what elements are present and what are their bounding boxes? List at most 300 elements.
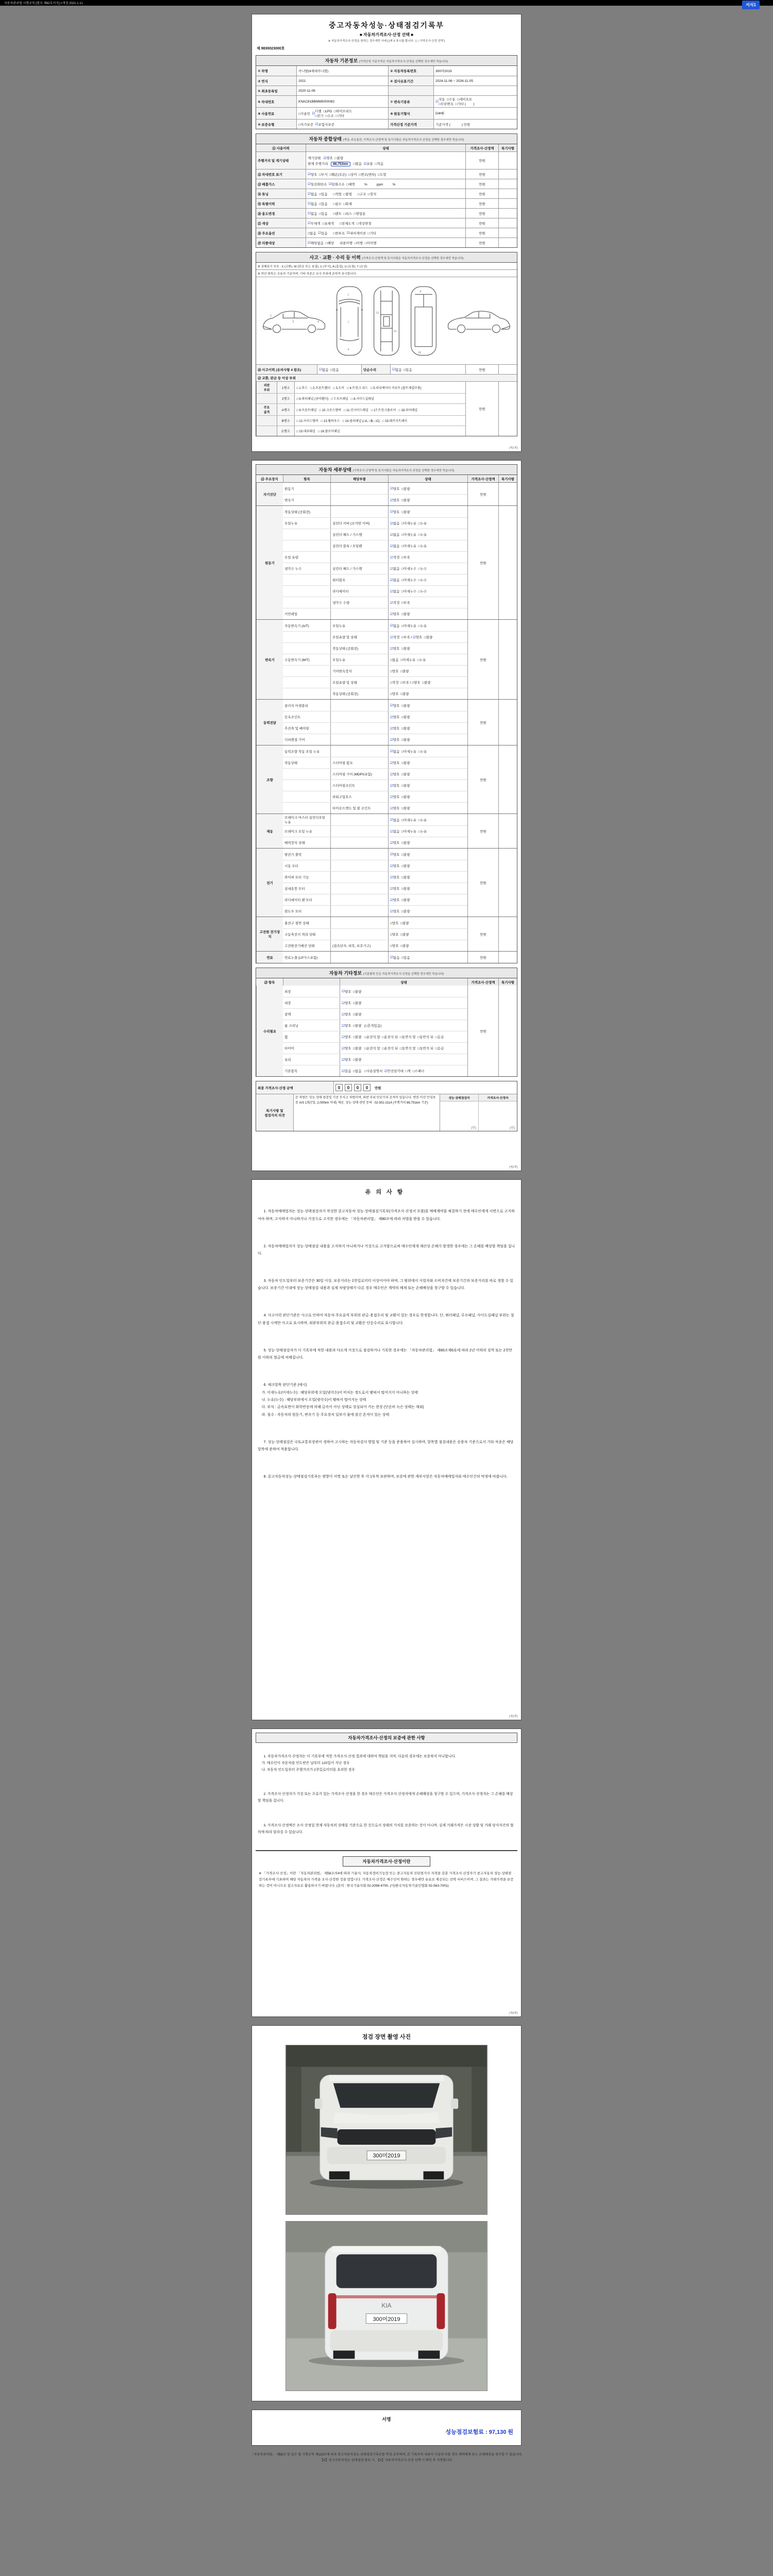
page-marker-3: (제3쪽) xyxy=(509,1715,518,1718)
detail-column-header xyxy=(256,475,517,482)
etc-item-label: 룸 크리닝 xyxy=(284,1024,298,1028)
notice-item-text: 2. 자동차매매업자가 성능·상태점검 내용을 고지하지 아니하거나 거짓으로 고지함으로써 매수인에게 재산상 손해가 발생한 경우에는 그 손해를 배상할 책임을 집니다. xyxy=(258,1244,515,1256)
device-item-state: ☑ 양호 □불량 xyxy=(388,734,467,745)
car-frame-view-diagram xyxy=(408,282,439,360)
device-group-items xyxy=(283,700,467,745)
opinion-label: 특기사항 및 점검자의 의견 xyxy=(256,1094,293,1131)
device-group-note xyxy=(498,506,517,619)
final-price-row xyxy=(256,1081,517,1094)
device-item-state: □없음 □미세누유 □누유 xyxy=(388,654,467,665)
current-mileage-value: 86,751km xyxy=(331,162,350,166)
device-item-label: 등속조인트 xyxy=(284,716,301,719)
form-badge[interactable]: 서식1 xyxy=(742,1,760,9)
device-item-state: ☑ 양호 □불량 xyxy=(388,906,467,917)
device-item-state: ☑ 양호 □불량 xyxy=(388,872,467,883)
device-item-part: 오일유량 및 상태 xyxy=(330,677,388,688)
detail-col-part: 해당부품 xyxy=(330,475,388,482)
device-item-state: □양호 □불량 xyxy=(388,688,467,699)
svg-text:18: 18 xyxy=(417,351,421,354)
sheet-basic xyxy=(251,14,522,452)
brand-logo-text: KIA xyxy=(381,2301,392,2309)
etc-col-state: 상태 xyxy=(340,978,467,986)
overall-row-price: 만원 xyxy=(465,218,498,228)
document-number: 제 9830023000호 xyxy=(257,47,285,50)
device-item-state: ☑ 없음 □미세누유 □누유 xyxy=(388,745,467,757)
mileage-row xyxy=(256,151,517,169)
license-plate-text-front: 300머2019 xyxy=(373,2153,400,2159)
rank-table xyxy=(256,381,517,436)
section-head-overall xyxy=(256,133,517,144)
etc-item-state: ☑ 양호 □불량 xyxy=(340,997,467,1008)
device-item-label: 발전기 출력 xyxy=(284,853,302,857)
page-marker-1: (제1쪽) xyxy=(509,447,518,450)
device-item-part: 실린더 헤드 / 가스켓 xyxy=(330,563,388,574)
device-group-price: 만원 xyxy=(467,952,498,963)
device-item-part: 스티어링 기어 (MDPS포함) xyxy=(330,769,388,779)
rank-row-items: □ 6.쿼터패널 (리어휀더) □ 7.루프패널 □ 8.사이드실패널 xyxy=(294,394,465,403)
etc-item-state: ☑ 양호 □불량 (□흔적있음) xyxy=(340,1020,467,1031)
rank-row-items: □ 9.프론트패널 □ 10.크로스멤버 □ 11.인사이드패널 □ 17.트렁크플로어 □ 18.리어패널 xyxy=(294,404,465,415)
mileage-range-state: □많음 ☑보통 □적음 xyxy=(353,162,383,166)
device-group-note xyxy=(498,620,517,699)
device-item-part xyxy=(330,483,388,494)
overall-row-state: ☑ 없음 □있음 □적법 □불법 □구조 □장치 xyxy=(306,189,465,198)
final-price-digit: 0 xyxy=(338,1085,341,1090)
basic-value-1: □가솔린 ☑ 디젤 □LPG □하이브리드 □전기 □수소 □기타 xyxy=(296,108,388,119)
rank-row-items: □ 15.대쉬패널 □ 16.플로어패널 xyxy=(294,426,465,436)
device-item-label: 배력장치 상태 xyxy=(284,841,305,845)
etc-col-item xyxy=(283,978,340,986)
basic-label-1: ⑧ 사용연료 xyxy=(256,108,296,119)
device-item-part xyxy=(330,700,388,711)
inspector-opinion-row xyxy=(256,1094,517,1131)
device-item-part: 작동상태 (공회전) xyxy=(330,688,388,699)
current-mileage-line xyxy=(308,161,383,166)
etc-item-state: ☑ 양호 □불량 xyxy=(340,1009,467,1020)
etc-item-state: ☑ 있음 □없음 □사용설명서 ☑ 안전삼각대 □잭 □스패너 xyxy=(340,1065,467,1076)
overall-row-note xyxy=(498,179,517,189)
accident-note xyxy=(498,365,517,374)
device-group-price: 만원 xyxy=(467,700,498,745)
final-price-digit: 0 xyxy=(365,1085,368,1090)
basic-label-1: ⑤ 최초등록일 xyxy=(256,86,296,95)
car-top-view-diagram xyxy=(334,282,365,360)
device-item-part: 실린더 블록 / 오일팬 xyxy=(330,540,388,551)
etc-info-table xyxy=(256,978,517,1077)
overall-row-state: ☑ 일산화탄소 ☑ 탄화수소 □매연 % ppm % xyxy=(306,179,465,189)
overall-row-state: □없음 ☑ 있음 □썬루프 ☑ 네비게이션 □기타 xyxy=(306,228,465,238)
svg-text:16: 16 xyxy=(393,330,397,333)
price-select-title: ■ 자동차가격조사·산정 선택 ■ xyxy=(359,32,413,37)
overall-row-label: ⑱ 주요옵션 xyxy=(256,228,306,238)
svg-text:4: 4 xyxy=(347,348,349,351)
device-item-state: ☑ 양호 □불량 xyxy=(388,769,467,779)
inspector-sign-label: 성능·상태점검자 xyxy=(440,1094,478,1101)
device-item-label xyxy=(283,769,330,779)
device-item-part xyxy=(330,883,388,894)
section-title-accident: 사고 · 교환 · 수리 등 이력 xyxy=(309,255,361,260)
device-item-part xyxy=(330,849,388,860)
opinion-text: 본 차량은 성능·상태 점검일 기준 무사고 차량이며, 외판 부위 단순수리 흔적이 있습니다. 엔진·미션 안심보증 A/S 1회(7일, 2,000km 이내) 제공. 성능·상태 관련 문의 : 02-501-2114 (주행거리 86,751km 기준) xyxy=(293,1094,440,1131)
final-price-unit: 만원 xyxy=(375,1086,381,1090)
inspection-photo-rear xyxy=(285,2221,488,2391)
appraiser-sign-column xyxy=(478,1094,517,1131)
device-item-state: □양호 □불량 xyxy=(388,940,467,951)
detail-col-price: 가격조사·산정액 xyxy=(467,475,498,482)
overall-row-price: 만원 xyxy=(465,209,498,218)
device-item-label xyxy=(283,586,330,597)
detail-col-item: 항목 xyxy=(283,475,330,482)
overall-row-price: 만원 xyxy=(465,179,498,189)
device-item-part xyxy=(330,608,388,619)
section-note-etc: (기본품목 등은 자동차가격조사·산정을 선택한 경우에만 적습니다) xyxy=(363,973,444,976)
device-item-part xyxy=(330,917,388,928)
warranty-title: 자동차가격조사·산정의 보증에 관한 사항 xyxy=(256,1733,517,1743)
device-group-items xyxy=(283,483,467,505)
simple-repair-state: ☑ 없음 □있음 xyxy=(390,365,465,374)
document xyxy=(251,14,522,2446)
basic-value-2: ☑ 자동 □수동 □세미오토 □무단변속 □기타 ( ) xyxy=(433,96,517,107)
basic-value-1: 2020-11-06 xyxy=(296,86,388,95)
overall-row-note xyxy=(498,209,517,218)
device-item-label: 작동상태 xyxy=(284,761,298,765)
device-item-part: 라디에이터 xyxy=(330,586,388,597)
appraiser-sign-value: (인) xyxy=(510,1127,515,1130)
overall-col-price: 가격조사·산정액 xyxy=(465,144,498,151)
final-price-digit: 0 xyxy=(347,1085,350,1090)
current-mileage-label: 현재 주행거리 xyxy=(308,162,328,166)
device-group-items xyxy=(283,620,467,699)
device-item-part: 실린더 헤드 / 가스켓 xyxy=(330,529,388,540)
svg-text:9: 9 xyxy=(419,290,422,294)
mileage-price: 만원 xyxy=(465,152,498,169)
sheet-photos xyxy=(251,2025,522,2401)
device-item-part: 오일누유 xyxy=(330,620,388,631)
accident-history-state: ☑ 없음 □있음 xyxy=(317,365,361,374)
notice-item-text: 3. 자동차 인도일부터 보증기간은 30일 이상, 보증거리는 2천킬로미터 이상이어야 하며, 그 범위에서 사업자와 소비자간에 보증기간과 보증거리를 따로 정할 수 있습니다. 보증기간 이내에 성능·상태점검 내용과 실제 차량상태가 다른 경우 매수인은 계약의 해제 또는 손해배상을 청구할 수 있습니다. xyxy=(258,1279,514,1291)
device-item-label: 윈도우 모터 xyxy=(284,910,302,913)
final-price-amount xyxy=(333,1081,517,1094)
inspector-sign-column xyxy=(440,1094,478,1131)
price-select-note: ※ 자동차가격조사·산정을 원하는 경우에만 아래 [ ]에 V 표시를 합니다. [ □ 가격조사·산정 선택 ] xyxy=(328,40,445,43)
device-item-state: ☑ 양호 □불량 xyxy=(388,506,467,517)
device-group-name: 조향 xyxy=(256,745,283,814)
device-group-name: 고전원 전기장치 xyxy=(256,917,283,951)
device-item-state: ☑ 양호 □불량 xyxy=(388,791,467,802)
page-marker-4: (제4쪽) xyxy=(509,2012,518,2015)
state-code-legend: ※ 상태표시 부호 : X (교환), W (판금 또는 용접), C (부식), A (흠집), U (요철), T (손상) xyxy=(258,265,367,268)
overall-row-note xyxy=(498,238,517,247)
overall-row-note xyxy=(498,228,517,238)
svg-text:6: 6 xyxy=(317,320,320,324)
device-item-label xyxy=(283,803,330,814)
basic-label-1: ⑩ 보증유형 xyxy=(256,120,296,129)
device-item-part xyxy=(330,552,388,563)
car-underbody-view-diagram xyxy=(371,282,402,360)
appraiser-sign-label: 가격조사·산정자 xyxy=(479,1094,517,1101)
device-item-part: 파워고압호스 xyxy=(330,791,388,802)
device-group-price: 만원 xyxy=(467,620,498,699)
device-item-part xyxy=(330,734,388,745)
device-group-price: 만원 xyxy=(467,917,498,951)
basic-label-2: 가격산정 기준가격 xyxy=(388,120,433,129)
device-item-part xyxy=(330,860,388,871)
device-item-state: ☑ 양호 □불량 xyxy=(388,883,467,894)
device-item-label: 커먼레일 xyxy=(284,613,298,616)
etc-col-note: 특기사항 xyxy=(498,978,517,986)
overall-row-state: ☑ 무채색 □유채색 □전체도색 □색상변경 xyxy=(306,218,465,228)
car-side-view-right-diagram xyxy=(445,304,513,337)
about-appraisal-box xyxy=(256,1850,517,1890)
basic-label-1: ① 차명 xyxy=(256,66,296,76)
device-item-label xyxy=(283,688,330,699)
rank-row-items: □ 1.후드 □ 2.프론트휀더 □ 3.도어 □ 4.트렁크 리드 □ 5.라디에이터 서포트 (볼트체결부품) xyxy=(294,382,465,393)
device-item-state: □양호 □불량 xyxy=(388,917,467,928)
form-reference-text: 자동차관리법 시행규칙 [별지 제82호서식] <개정 2021.1.1> xyxy=(4,2,83,5)
rank-row-rank: A랭크 xyxy=(277,404,294,415)
final-price-label: 최종 가격조사·산정 금액 xyxy=(256,1081,333,1094)
notice-item-text: 5. 성능·상태점검자가 이 기록부에 적힌 내용과 다르게 거짓으로 점검하거나 기록한 경우에는 「자동차관리법」 제80조제6호에 따라 2년 이하의 징역 또는 2천만원 이하의 벌금에 처해집니다. xyxy=(258,1348,513,1360)
device-item-label: 브레이크 마스터 실린더오일 누유 xyxy=(284,816,325,824)
basic-value-1: KNAC81BBMM5000082 xyxy=(296,96,388,107)
rank-row-category: 주요 골격 xyxy=(256,404,277,415)
device-item-state: ☑ 양호 □불량 xyxy=(388,700,467,711)
section-title-basic: 자동차 기본정보 xyxy=(325,58,358,63)
device-group-note xyxy=(498,483,517,505)
mileage-label: 주행거리 및 계기상태 xyxy=(256,152,306,169)
car-side-view-left-diagram xyxy=(260,304,328,337)
device-item-label: 추진축 및 베어링 xyxy=(284,727,309,731)
viewer-topbar xyxy=(0,0,773,6)
overall-row-price: 만원 xyxy=(465,228,498,238)
etc-item-label: 외장 xyxy=(284,990,291,994)
sheet-warranty xyxy=(251,1728,522,2017)
rank-row-items: □ 12.사이드멤버 □ 13.휠하우스 □ 14.필러패널 (□A, □B, □C) □ 19.패키지트레이 xyxy=(294,416,465,426)
etc-column-header xyxy=(256,978,517,986)
device-group-price: 만원 xyxy=(467,814,498,848)
etc-group-name: 수리필요 xyxy=(256,986,283,1076)
overall-row-label: ⑭ 튜닝 xyxy=(256,189,306,198)
device-item-part: 오일누유 xyxy=(330,654,388,665)
final-price-table xyxy=(256,1081,517,1131)
gauge-state: 계기상태 ☑양호 □불량 xyxy=(308,156,344,160)
notice-item-text: 8. 중고자동차성능·상태점검기록부는 쌍방이 서명 또는 날인한 후 각 1부씩 보관하며, 보증에 관한 세부사항은 자동차매매업자와 매수인간의 약정에 따릅니다. xyxy=(263,1475,508,1479)
detail-col-state: 상태 xyxy=(388,475,467,482)
device-item-part: 오일유량 및 상태 xyxy=(330,632,388,642)
etc-item-label: 기본품목 xyxy=(284,1070,298,1073)
device-group-note xyxy=(498,745,517,814)
footer-legal xyxy=(206,2452,567,2463)
section-note-detail: (가격조사·산정액 및 특기사항은 자동차가격조사·산정을 선택한 경우에만 적습니다) xyxy=(352,469,455,472)
mileage-note xyxy=(498,152,517,169)
basic-value-1: 카니발(4세대카니발) xyxy=(296,66,388,76)
section-note-overall: (색상, 주요옵션, 가격조사·산정액 및 특기사항은 자동차가격조사·산정을 선택한 경우에만 적습니다) xyxy=(343,139,464,142)
device-item-label: 실내송풍 모터 xyxy=(284,887,305,891)
overall-row-label: ⑰ 색상 xyxy=(256,218,306,228)
device-item-part xyxy=(330,906,388,917)
license-plate-text-rear: 300머2019 xyxy=(373,2316,400,2323)
overall-row-state: ☑ 해당없음 □해당 리콜이행 □이행 □미이행 xyxy=(306,238,465,247)
device-item-state: ☑ 적정 □부족 / ☑ 양호 □불량 xyxy=(388,632,467,642)
device-item-part xyxy=(330,723,388,734)
device-item-part xyxy=(330,952,388,963)
device-item-state: ☑ 양호 □불량 xyxy=(388,495,467,505)
device-item-label: 원동기 xyxy=(284,487,294,491)
device-group-items xyxy=(283,849,467,917)
overall-row-label: ⑬ 배출가스 xyxy=(256,179,306,189)
device-item-state: □적정 □부족 / □양호 □불량 xyxy=(388,677,467,688)
device-group-items xyxy=(283,917,467,951)
device-item-label xyxy=(283,677,330,688)
device-item-state: ☑ 양호 □불량 xyxy=(388,803,467,814)
footer-line-2: 【Ⅴ】중고자동차성능·상태점검 종료 시, 【Ⅴ】자동차가격조사·산정 선택 시 확인 후 서명합니다. xyxy=(320,2459,453,2463)
section-head-etc xyxy=(256,968,517,978)
detail-col-device: ㉒ 주요장치 xyxy=(256,475,283,482)
device-group-price: 만원 xyxy=(467,849,498,917)
device-item-label xyxy=(283,780,330,791)
device-item-label: 변속기 xyxy=(284,499,294,502)
device-item-part xyxy=(330,894,388,905)
simple-repair-label: 단순수리 xyxy=(361,365,390,374)
device-item-state: ☑ 양호 □불량 xyxy=(388,643,467,654)
device-group-name: 원동기 xyxy=(256,506,283,619)
rank-rows xyxy=(256,382,465,436)
device-item-state: ☑ 없음 □미세누수 □누수 xyxy=(388,574,467,585)
notice-item-text: 7. 성능·상태점검은 국토교통부장관이 정하여 고시하는 자동차검사 방법 및 기준 등을 준용하여 실시하며, 항목별 점검내용은 승용차 기준으로서 기타 차종은 해당 항목에 준하여 적용합니다. xyxy=(258,1440,515,1451)
device-item-part xyxy=(330,929,388,940)
device-item-state: □양호 □불량 xyxy=(388,929,467,940)
photos-title: 점검 장면 촬영 사진 xyxy=(362,2034,411,2040)
device-item-state: ☑ 없음 □미세누유 □누유 xyxy=(388,518,467,529)
section-note-accident: (가격조사·산정액 및 특기사항은 자동차가격조사·산정을 선택한 경우에만 적습니다) xyxy=(362,257,464,260)
device-item-label: 디퍼렌셜 기어 xyxy=(284,738,305,742)
device-item-label: 충전구 절연 상태 xyxy=(284,921,309,925)
accident-history-table xyxy=(256,263,517,436)
device-item-label: 라디에이터 팬 모터 xyxy=(284,899,312,902)
device-item-state: ☑ 양호 □불량 xyxy=(388,608,467,619)
rank-row-rank: B랭크 xyxy=(277,416,294,426)
device-item-part xyxy=(330,814,388,825)
section-head-accident xyxy=(256,252,517,263)
device-item-state: ☑ 양호 □불량 xyxy=(388,860,467,871)
etc-item-label: 타이어 xyxy=(284,1047,294,1050)
basic-value-2: 2024-11-06 ~ 2026-11-05 xyxy=(433,76,517,86)
overall-col-state: 상태 xyxy=(306,144,465,151)
overall-row-note xyxy=(498,199,517,208)
device-item-label: 시동 모터 xyxy=(284,865,298,868)
device-item-state: ☑ 양호 □불량 xyxy=(388,723,467,734)
basic-label-2: ⑦ 변속기종류 xyxy=(388,96,433,107)
accident-history-label: ⑳ 사고이력 (유의사항 4 참조) xyxy=(256,365,317,374)
device-item-part: 기어변속장치 xyxy=(330,666,388,676)
inspection-photo-front xyxy=(285,2045,488,2215)
device-group-items xyxy=(283,506,467,619)
device-item-state: ☑ 양호 □불량 xyxy=(388,483,467,494)
device-item-label xyxy=(283,540,330,551)
device-item-part xyxy=(330,872,388,883)
notice-item-text: 4. 사고이력 판단기준은 사고로 인하여 자동차 주요골격 부위의 판금·용접수리 및 교환이 있는 경우로 한정합니다. 단, 쿼터패널, 루프패널, 사이드실패널 부위는 절단·용접 시에만 사고로 표시하며, 외판부위의 판금·용접수리 및 교환은 단순수리로 표시합니다. xyxy=(258,1314,514,1325)
sheet-notice xyxy=(251,1179,522,1720)
overall-col-note: 특기사항 xyxy=(498,144,517,151)
overall-row-price: 만원 xyxy=(465,199,498,208)
section-head-detail xyxy=(256,464,517,475)
overall-row-price: 만원 xyxy=(465,238,498,247)
device-item-part: 실린더 커버 (로커암 커버) xyxy=(330,518,388,529)
basic-label-2: ⑨ 원동기형식 xyxy=(388,108,433,119)
device-item-state: ☑ 양호 □불량 xyxy=(388,711,467,722)
device-group-items xyxy=(283,952,467,963)
device-group-note xyxy=(498,952,517,963)
basic-value-2: 300머2019 xyxy=(433,66,517,76)
rank-price: 만원 xyxy=(465,382,498,436)
basic-info-table xyxy=(256,66,517,129)
device-item-label: 동력조향 작동 오일 누유 xyxy=(284,750,320,754)
basic-value-2: 기준가격 ( ) 만원 xyxy=(433,120,517,129)
etc-item-state: ☑ 양호 □불량 xyxy=(340,1054,467,1065)
device-item-part: 워터펌프 xyxy=(330,574,388,585)
signature-label: 서명 xyxy=(382,2417,391,2422)
inspection-premium: 성능점검보험료 : 97,130 원 xyxy=(445,2429,513,2435)
overall-row-price: 만원 xyxy=(465,189,498,198)
overall-col-item: ⑪ 사용이력 xyxy=(272,146,290,150)
overall-row-state: ☑ 없음 □있음 □렌트 □리스 □영업용 xyxy=(306,209,465,218)
device-item-part: 작동상태 (공회전) xyxy=(330,643,388,654)
rank-row-rank: C랭크 xyxy=(277,426,294,436)
overall-row-label: ⑮ 특별이력 xyxy=(256,199,306,208)
overall-row-label: ⑫ 차대번호 표기 xyxy=(256,170,306,179)
device-item-label xyxy=(283,632,330,642)
etc-item-state: ☑ 양호 □불량 □운전석 앞 □운전석 뒤 □동반석 앞 □동반석 뒤 □응급 xyxy=(340,1043,467,1054)
device-item-label: 오일 유량 xyxy=(284,556,298,560)
device-group-name: 연료 xyxy=(256,952,283,963)
device-group-name: 동력전달 xyxy=(256,700,283,745)
device-item-part: 냉각수 수량 xyxy=(330,597,388,608)
device-item-part xyxy=(330,711,388,722)
device-group-note xyxy=(498,814,517,848)
overall-row-label: ⑯ 용도변경 xyxy=(256,209,306,218)
device-item-label: 클러치 어셈블리 xyxy=(284,704,308,708)
device-group-price: 만원 xyxy=(467,506,498,619)
device-group-items xyxy=(283,814,467,848)
device-item-label xyxy=(283,643,330,654)
section-title-overall: 자동차 종합상태 xyxy=(309,137,342,142)
page-marker-2: (제2쪽) xyxy=(509,1166,518,1169)
mileage-state xyxy=(306,152,465,169)
device-group-name: 변속기 xyxy=(256,620,283,699)
section-note-basic: (가격산정 기준가격은 자동차가격조사·산정을 선택한 경우에만 적습니다) xyxy=(359,60,448,63)
device-item-part xyxy=(330,837,388,848)
basic-label-2: ② 자동차등록번호 xyxy=(388,66,433,76)
device-item-label: 브레이크 오일 누유 xyxy=(284,830,312,834)
device-group-price: 만원 xyxy=(467,745,498,814)
svg-text:7: 7 xyxy=(347,321,349,325)
basic-label-1: ⑥ 차대번호 xyxy=(256,96,296,107)
inspector-sign-value: (인) xyxy=(471,1127,476,1130)
device-group-note xyxy=(498,917,517,951)
document-title: 중고자동차성능·상태점검기록부 xyxy=(329,21,444,29)
device-item-part: 타이로드엔드 및 볼 조인트 xyxy=(330,803,388,814)
device-item-label: 자동변속기 (A/T) xyxy=(284,624,309,628)
device-item-label: 고전원전기배선 상태 xyxy=(284,944,315,948)
overall-row-state: ☑ 없음 □있음 □침수 □화재 xyxy=(306,199,465,208)
device-item-part xyxy=(330,745,388,757)
device-item-state: ☑ 없음 □미세누유 □누유 xyxy=(388,529,467,540)
svg-text:12: 12 xyxy=(376,311,379,315)
about-appraisal-title: 자동차가격조사·산정이란 xyxy=(343,1856,430,1867)
device-item-part xyxy=(330,495,388,505)
device-group-note xyxy=(498,849,517,917)
section-title-detail: 자동차 세부상태 xyxy=(318,467,351,472)
